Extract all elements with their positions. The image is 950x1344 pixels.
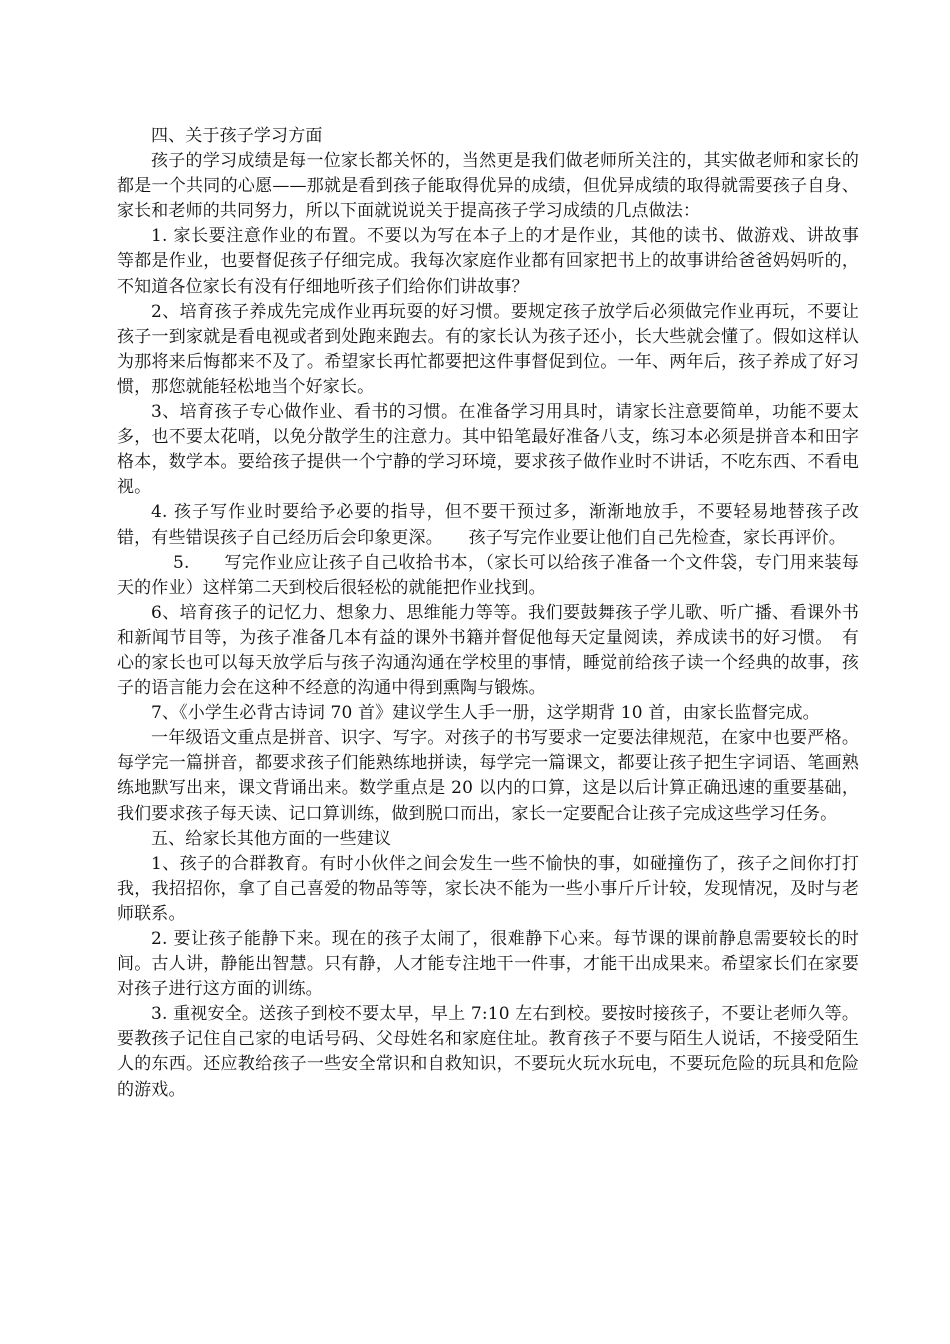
paragraph-item-5: 5. 写完作业应让孩子自己收拾书本，（家长可以给孩子准备一个文件袋，专门用来装每天的作业）这样第二天到校后很轻松的就能把作业找到。 — [117, 552, 859, 598]
document-body — [117, 124, 859, 1103]
section-heading-study: 四、关于孩子学习方面 — [151, 126, 323, 146]
paragraph-item-3: 3、培育孩子专心做作业、看书的习惯。在准备学习用具时，请家长注意要简单，功能不要太多，也不要太花哨，以免分散学生的注意力。其中铅笔最好准备八支，练习本必须是拼音本和田字格本，数学本。要给孩子提供一个宁静的学习环境，要求孩子做作业时不讲话，不吃东西、不看电视。 — [117, 402, 859, 498]
section-heading-other-advice: 五、给家长其他方面的一些建议 — [151, 828, 392, 849]
paragraph-item-1: 1. 家长要注意作业的布置。不要以为写在本子上的才是作业，其他的读书、做游戏、讲故事等都是作业，也要督促孩子仔细完成。我每次家庭作业都有回家把书上的故事讲给爸爸妈妈听的，不知道各位家长有没有仔细地听孩子们给你们讲故事？ — [117, 226, 859, 297]
paragraph-advice-2: 2. 要让孩子能静下来。现在的孩子太闹了，很难静下心来。每节课的课前静息需要较长的时间。古人讲，静能出智慧。只有静，人才能专注地干一件事，才能干出成果来。希望家长们在家要对孩子进行这方面的训练。 — [117, 929, 859, 1000]
paragraph-intro: 孩子的学习成绩是每一位家长都关怀的，当然更是我们做老师所关注的，其实做老师和家长的都是一个共同的心愿——那就是看到孩子能取得优异的成绩，但优异成绩的取得就需要孩子自身、家长和老师的共同努力，所以下面就说说关于提高孩子学习成绩的几点做法： — [117, 151, 859, 222]
paragraph-item-6: 6、培育孩子的记忆力、想象力、思维能力等等。我们要鼓舞孩子学儿歌、听广播、看课外书和新闻节目等，为孩子准备几本有益的课外书籍并督促他每天定量阅读，养成读书的好习惯。 有心的家长也可以每天放学后与孩子沟通沟通在学校里的事情，睡觉前给孩子读一个经典的故事，孩子的语言能力会在这种不经意的沟通中得到熏陶与锻炼。 — [117, 602, 859, 699]
paragraph-advice-3: 3. 重视安全。送孩子到校不要太早，早上 7:10 左右到校。要按时接孩子，不要让老师久等。要教孩子记住自己家的电话号码、父母姓名和家庭住址。教育孩子不要与陌生人说话，不接受陌生人的东西。还应教给孩子一些安全常识和自救知识，不要玩火玩水玩电，不要玩危险的玩具和危险的游戏。 — [117, 1004, 859, 1100]
paragraph-grade-one-focus: 一年级语文重点是拼音、识字、写字。对孩子的书写要求一定要法律规范，在家中也要严格。每学完一篇拼音，都要求孩子们能熟练地拼读，每学完一篇课文，都要让孩子把生字词语、笔画熟练地默写出来，课文背诵出来。数学重点是 20 以内的口算，这是以后计算正确迅速的重要基础，我们要求孩子每天读、记口算训练，做到脱口而出，家长一定要配合让孩子完成这些学习任务。 — [117, 728, 859, 824]
paragraph-item-7: 7、《小学生必背古诗词 70 首》建议学生人手一册，这学期背 10 首，由家长监督完成。 — [151, 703, 820, 724]
paragraph-advice-1: 1、孩子的合群教育。有时小伙伴之间会发生一些不愉快的事，如碰撞伤了，孩子之间你打打我，我招招你，拿了自己喜爱的物品等等，家长决不能为一些小事斤斤计较，发现情况，及时与老师联系。 — [117, 853, 859, 924]
paragraph-item-2: 2、培育孩子养成先完成作业再玩耍的好习惯。要规定孩子放学后必须做完作业再玩，不要让孩子一到家就是看电视或者到处跑来跑去。有的家长认为孩子还小，长大些就会懂了。假如这样认为那将来后悔都来不及了。希望家长再忙都要把这件事督促到位。一年、两年后，孩子养成了好习惯，那您就能轻松地当个好家长。 — [117, 301, 859, 397]
paragraph-item-4: 4. 孩子写作业时要给予必要的指导，但不要干预过多，渐渐地放手，不要轻易地替孩子改错，有些错误孩子自己经历后会印象更深。 孩子写完作业要让他们自己先检查，家长再评价。 — [117, 502, 859, 548]
